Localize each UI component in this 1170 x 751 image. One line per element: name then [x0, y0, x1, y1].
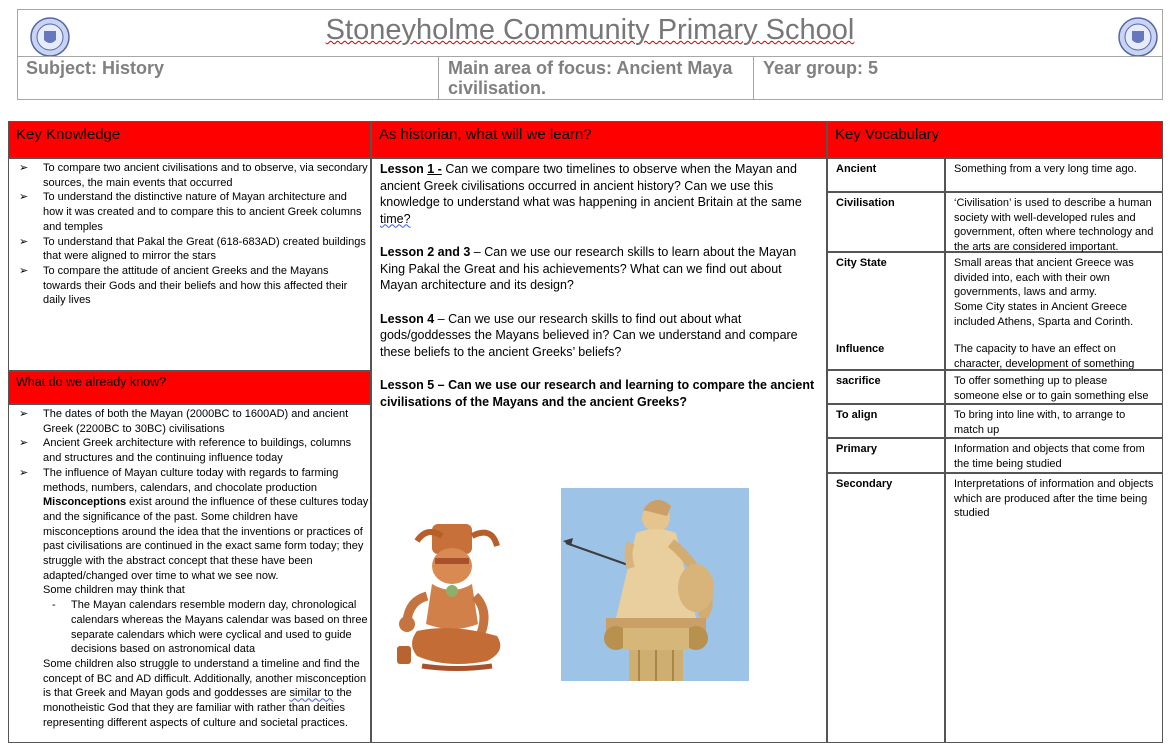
vocab-term: Secondary [827, 473, 945, 743]
may-think-text: Some children may think that [43, 584, 185, 597]
list-item: ➢ To compare two ancient civilisations and to observe, via secondary sources, the main events that occurred [19, 162, 368, 189]
timeline-paragraph: Some children also struggle to understand a timeline and find the concept of BC and AD difficult. Additionally, another misconception is that Greek and Mayan gods and goddesses are similar to the monotheistic God that they are familiar with rather than deities representing different aspects of culture and societal practices. [43, 657, 367, 729]
school-title: Stoneyholme Community Primary School [325, 14, 855, 46]
already-know-list [9, 407, 370, 495]
vocab-term: Primary [827, 438, 945, 473]
lesson-5: Lesson 5 – Can we use our research and learning to compare the ancient civilisations of the Mayans and the ancient Greeks? [380, 378, 815, 409]
vocab-definition: The capacity to have an effect on character, development of something [954, 343, 1135, 370]
mayan-statue-image [377, 516, 547, 686]
lesson-4: Lesson 4 – Can we use our research skills to find out about what gods/goddesses the Mayans believed in? Can we understand and compare these beliefs to the ancient Greeks’ beliefs? [380, 311, 798, 359]
vocab-definition: Interpretations of information and objects which are produced after the time being studied [945, 473, 1163, 743]
year-group-label: Year group: 5 [763, 58, 879, 78]
vocab-term: Ancient [827, 158, 945, 192]
vocab-definition: To bring into line with, to arrange to match up [945, 404, 1163, 438]
key-knowledge-heading: Key Knowledge [8, 121, 371, 158]
focus-label: Main area of focus: Ancient Maya civilisation. [448, 58, 733, 98]
lesson-2-3: Lesson 2 and 3 – Can we use our research skills to learn about the Mayan King Pakal the Great and his achievements? What can we find out about Mayan architecture and its design? [380, 245, 797, 292]
vocab-definition: Small areas that ancient Greece was divided into, each with their own governments, laws and army. Some City states in Ancient Greece included Athens, Sparta and Corinth. [954, 257, 1134, 328]
list-item: ➢ The influence of Mayan culture today with regards to farming methods, numbers, calendars, and chocolate production [19, 466, 339, 494]
vocab-term: To align [827, 404, 945, 438]
vocab-term-group [827, 252, 945, 370]
school-header [17, 9, 1163, 100]
already-know-heading: What do we already know? [8, 371, 371, 404]
key-knowledge-box [8, 158, 371, 371]
school-logo-right [1118, 17, 1158, 57]
vocab-definition: Something from a very long time ago. [945, 158, 1163, 192]
vocab-definition: To offer something up to please someone else or to gain something else [945, 370, 1163, 404]
list-item: ➢ Ancient Greek architecture with reference to buildings, columns and structures and the continuing influence today [19, 437, 352, 465]
vocab-definition: ‘Civilisation’ is used to describe a human society with well-developed rules and government, often where technology and the arts are considered important. [945, 192, 1163, 252]
athena-statue-image [561, 488, 749, 681]
vocab-term: sacrifice [827, 370, 945, 404]
vocab-term: Civilisation [827, 192, 945, 252]
vocab-term: City State [836, 257, 887, 269]
key-knowledge-list [9, 161, 370, 308]
vocab-definition: Information and objects that come from the time being studied [945, 438, 1163, 473]
vocab-heading: Key Vocabulary [827, 121, 1163, 158]
subject-label: Subject: History [26, 58, 165, 78]
lesson-1: Lesson 1 - Can we compare two timelines to observe when the Mayan and ancient Greek civilisations occurred in ancient history? Can we use this knowledge to understand what was happening in ancient Britain at the same time? [380, 162, 802, 226]
list-item: ➢ To compare the attitude of ancient Greeks and the Mayans towards their Gods and their beliefs and how this affected their daily lives [19, 264, 348, 307]
already-know-box [8, 404, 371, 743]
vocab-definition-group [945, 252, 1163, 370]
misconceptions-paragraph: Misconceptions exist around the influence of these cultures today and the significance of the past. Some children have misconceptions around the idea that the inventions or practices of past civilisations are continued in the exact same form today; they struggle with the abstract concept that these have been adapted/changed over time to what we see now. [43, 496, 369, 582]
learn-heading: As historian, what will we learn? [371, 121, 827, 158]
calendar-misconception: - The Mayan calendars resemble modern day, chronological calendars whereas the Mayans calendar was based on three separate calendars which were cyclical and used to guide decisions based on astronomical data [52, 599, 368, 656]
list-item: ➢ To understand that Pakal the Great (618-683AD) created buildings that were aligned to mirror the stars [19, 235, 366, 263]
list-item: ➢ To understand the distinctive nature of Mayan architecture and how it was created and to compare this to ancient Greek columns and temples [19, 191, 362, 233]
list-item: ➢ The dates of both the Mayan (2000BC to 1600AD) and ancient Greek (2200BC to 30BC) civilisations [19, 408, 349, 435]
learn-box [371, 158, 827, 743]
vocab-term: Influence [836, 343, 885, 355]
